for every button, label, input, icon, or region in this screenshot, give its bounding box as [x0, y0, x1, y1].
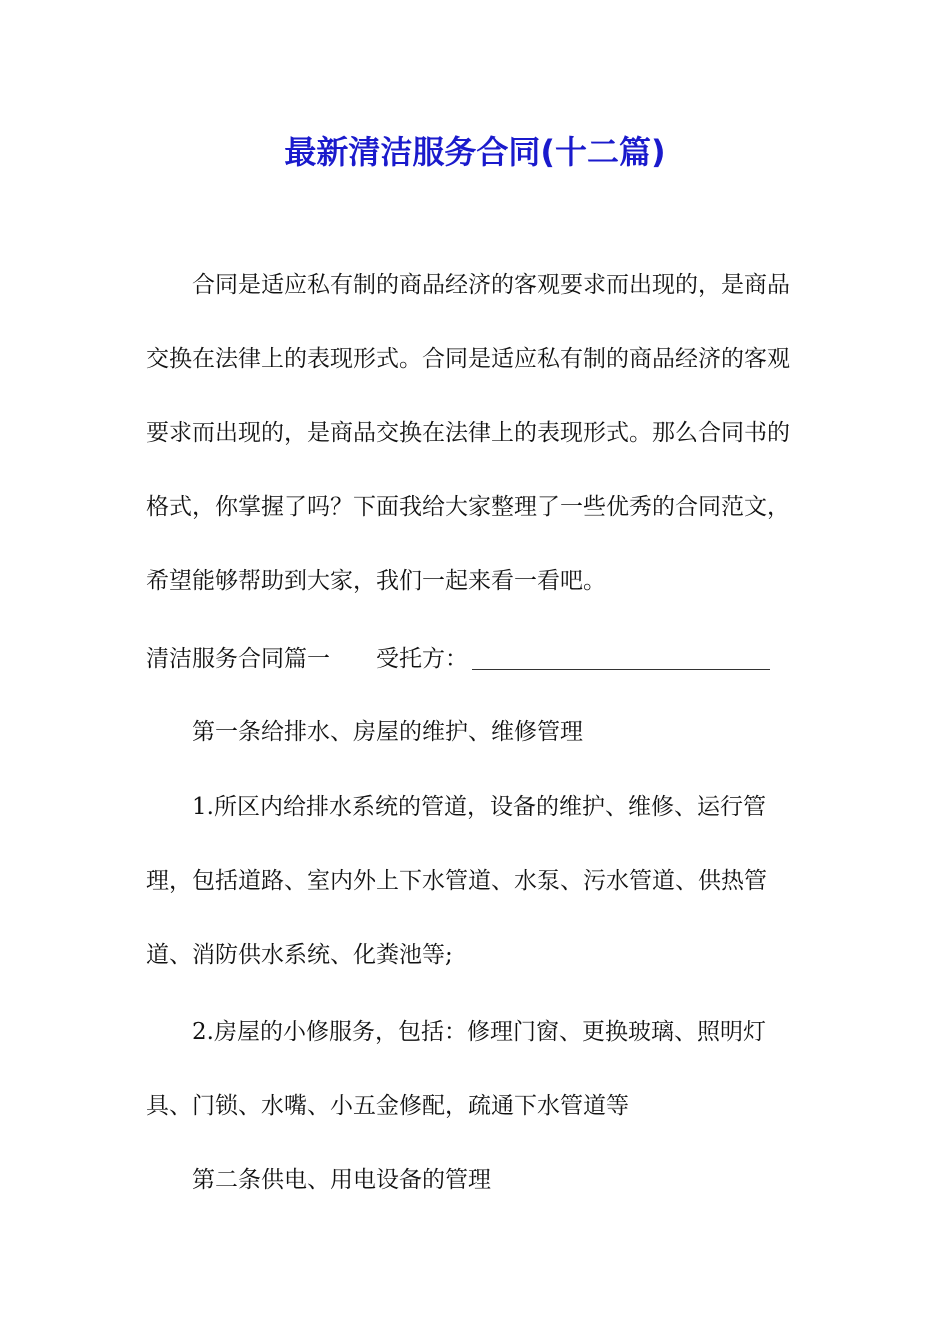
article1-item1: 1.所区内给排水系统的管道，设备的维护、维修、运行管理，包括道路、室内外上下水管道、水泵、污水管道、供热管道、消防供水系统、化粪池等; [146, 794, 767, 968]
trustee-label: 受托方： [376, 646, 468, 672]
intro-paragraph: 合同是适应私有制的商品经济的客观要求而出现的，是商品交换在法律上的表现形式。合同是适应私有制的商品经济的客观要求而出现的，是商品交换在法律上的表现形式。那么合同书的格式，你掌握了吗？下面我给大家整理了一些优秀的合同范文，希望能够帮助到大家，我们一起来看一看吧。 [146, 272, 790, 594]
document-title: 最新清洁服务合同(十二篇) [284, 133, 666, 171]
trustee-blank-line [472, 647, 770, 670]
article1-heading: 第一条给排水、房屋的维护、维修管理 [192, 719, 583, 745]
section-heading: 清洁服务合同篇一 [146, 646, 330, 672]
article2-heading: 第二条供电、用电设备的管理 [192, 1167, 491, 1193]
section-heading-row [146, 639, 806, 679]
article1-item2: 2.房屋的小修服务，包括：修理门窗、更换玻璃、照明灯具、门锁、水嘴、小五金修配，疏通下水管道等 [146, 1019, 766, 1119]
